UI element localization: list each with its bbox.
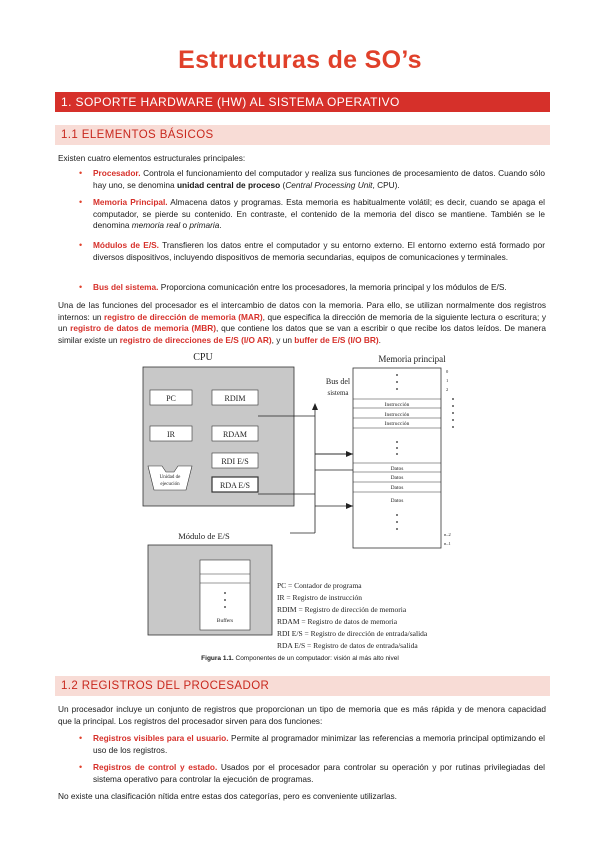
list-item: • Memoria Principal. Almacena datos y programas. Esta memoria es habitualmente volátil; es decir, cuando se apaga el computador, se pierde su contenido. En contraste, el contenido de la memoria del disco se mantiene. También se le denomina memoria real o primaria. (79, 197, 545, 231)
memory-box (353, 368, 441, 548)
list-item: • Procesador. Controla el funcionamiento del computador y realiza sus funciones de procesamiento de datos. Cuando sólo hay uno, se denomina unidad central de proceso (Central Processing Unit, CPU). (79, 168, 545, 190)
memory-cell: Datos (390, 485, 404, 491)
svg-text:n–2: n–2 (444, 532, 451, 537)
svg-text:n–1: n–1 (444, 541, 451, 546)
legend-item: RDA E/S = Registro de datos de entrada/salida (277, 641, 418, 650)
list-item: • Módulos de E/S. Transfieren los datos entre el computador y su entorno externo. El entorno externo está formado por diversos dispositivos, incluyendo dispositivos de memoria secundarias, equipos de comunicaciones y terminales. (79, 240, 545, 262)
computer-components-diagram (140, 348, 480, 653)
svg-text:1: 1 (446, 378, 449, 383)
intro-text: Existen cuatro elementos estructurales principales: (58, 153, 246, 163)
exec-unit-label: ejecución (160, 482, 180, 487)
register-label: RDA E/S (219, 481, 251, 490)
register-label: PC (166, 394, 176, 403)
register-label: RDIM (224, 394, 246, 403)
io-module-label: Módulo de E/S (178, 531, 230, 541)
memory-cell: Datos (390, 498, 404, 504)
list-item: • Registros visibles para el usuario. Permite al programador minimizar las referencias a memoria principal optimizando el uso de los registros. (79, 733, 545, 755)
exec-unit-label: Unidad de (159, 475, 181, 480)
cpu-label: CPU (193, 352, 213, 363)
legend-item: PC = Contador de programa (277, 581, 362, 590)
memory-label: Memoria principal (378, 354, 446, 364)
bus-label: sistema (327, 389, 349, 397)
subsection-heading-1-2: 1.2 REGISTROS DEL PROCESADOR (55, 676, 550, 696)
register-label: IR (167, 430, 175, 439)
body-paragraph: Una de las funciones del procesador es el intercambio de datos con la memoria. Para ello, se utilizan normalmente dos registros internos: un registro de dirección de memoria (MAR), que especifica la dirección de memoria de la siguiente lectura o escritura; y un registro de datos de memoria (MBR), que contiene los datos que se van a escribir o que recibe los datos leídos. De manera similar existe un registro de direcciones de E/S (I/O AR), y un buffer de E/S (I/O BR). (58, 300, 546, 345)
legend-item: IR = Registro de instrucción (277, 593, 363, 602)
page-title: Estructuras de SO’s (178, 46, 422, 74)
memory-cell: Datos (390, 466, 404, 472)
legend-item: RDIM = Registro de dirección de memoria (277, 605, 407, 614)
closing-text: No existe una clasificación nítida entre estas dos categorías, pero es conveniente utilizarlas. (58, 791, 397, 801)
bus-label: Bus del (325, 377, 351, 386)
section-heading-1: 1. SOPORTE HARDWARE (HW) AL SISTEMA OPERATIVO (55, 92, 550, 112)
legend-item: RDAM = Registro de datos de memoria (277, 617, 398, 626)
register-label: RDAM (222, 430, 248, 439)
svg-text:2: 2 (446, 387, 449, 392)
register-label: RDI E/S (221, 457, 249, 466)
memory-cell: Datos (390, 475, 404, 481)
list-item: • Bus del sistema. Proporciona comunicación entre los procesadores, la memoria principal y los módulos de E/S. (79, 282, 507, 292)
legend-item: RDI E/S = Registro de dirección de entrada/salida (277, 629, 428, 638)
svg-text:0: 0 (446, 369, 449, 374)
list-item: • Registros de control y estado. Usados por el procesador para controlar su operación y por rutinas privilegiadas del sistema operativo para controlar la ejecución de programas. (79, 762, 545, 784)
buffers-label: Buffers (216, 618, 234, 624)
memory-cell: Instrucción (384, 402, 410, 408)
subsection-heading-1-1: 1.1 ELEMENTOS BÁSICOS (55, 125, 550, 145)
memory-cell: Instrucción (384, 412, 410, 418)
memory-cell: Instrucción (384, 421, 410, 427)
figure-caption: Figura 1.1. Componentes de un computador: visión al más alto nivel (201, 655, 399, 662)
intro-text: Un procesador incluye un conjunto de registros que proporcionan un tipo de memoria que es más rápida y de menora capacidad que la principal. Los registros del procesador sirven para dos funciones: (58, 704, 546, 726)
